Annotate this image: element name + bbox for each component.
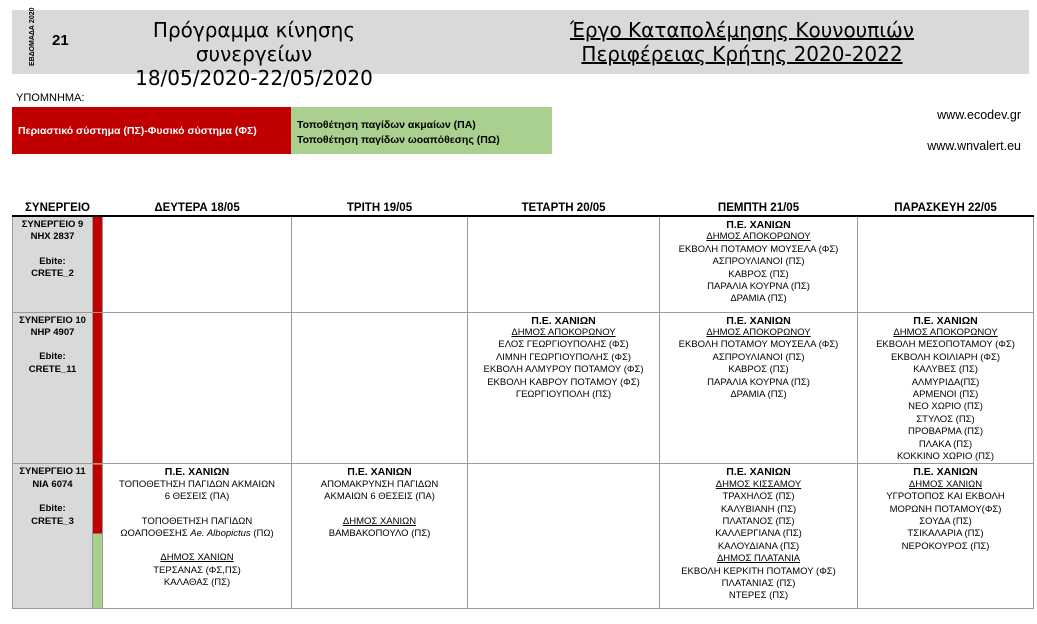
location-item: ΚΑΛΛΕΡΓΙΑΝΑ (ΠΣ) bbox=[715, 528, 802, 540]
spacer bbox=[103, 504, 291, 516]
team-cell bbox=[13, 464, 93, 609]
cell-empty bbox=[468, 464, 660, 609]
location-item: ΣΤΥΛΟΣ (ΠΣ) bbox=[916, 413, 975, 425]
col-header-tuesday: ΤΡΙΤΗ 19/05 bbox=[292, 200, 468, 216]
task-text-part: ΩΟΑΠΟΘΕΣΗΣ bbox=[120, 528, 191, 539]
location-item: ΥΓΡΟΤΟΠΟΣ ΚΑΙ ΕΚΒΟΛΗ bbox=[886, 491, 1005, 503]
program-title bbox=[94, 18, 414, 90]
task-text bbox=[103, 528, 291, 540]
task-text: ΤΟΠΟΘΕΤΗΣΗ ΠΑΓΙΔΩΝ ΑΚΜΑΙΩΝ bbox=[118, 478, 276, 490]
spacer bbox=[292, 504, 467, 516]
task-text: ΑΠΟΜΑΚΡΥΝΣΗ ΠΑΓΙΔΩΝ bbox=[320, 478, 439, 490]
team-ebite-id: CRETE_2 bbox=[31, 268, 74, 280]
team-cell bbox=[13, 216, 93, 312]
table-row bbox=[13, 216, 1034, 312]
team-ebite-label: Ebite: bbox=[39, 351, 66, 363]
location-item: ΑΡΜΕΝΟΙ (ΠΣ) bbox=[912, 388, 979, 400]
location-item: ΕΚΒΟΛΗ ΠΟΤΑΜΟΥ ΜΟΥΣΕΛΑ (ΦΣ) bbox=[678, 243, 839, 255]
legend-red-box: Περιαστικό σύστημα (ΠΣ)-Φυσικό σύστημα (ΦΣ) bbox=[12, 107, 291, 154]
cell-tuesday bbox=[292, 464, 468, 609]
team-ebite-label: Ebite: bbox=[39, 255, 66, 267]
location-item: ΕΚΒΟΛΗ ΜΕΣΟΠΟΤΑΜΟΥ (ΦΣ) bbox=[876, 339, 1015, 351]
legend-green-line1: Τοποθέτηση παγίδων ακμαίων (ΠΑ) bbox=[297, 119, 476, 131]
team-name: ΣΥΝΕΡΓΕΙΟ 11 bbox=[19, 466, 86, 478]
task-text: ΤΟΠΟΘΕΤΗΣΗ ΠΑΓΙΔΩΝ bbox=[141, 515, 253, 527]
header-row bbox=[13, 200, 1034, 216]
system-color-bar bbox=[93, 216, 103, 312]
task-text-part: (ΠΩ) bbox=[250, 528, 274, 539]
program-title-line2: 18/05/2020-22/05/2020 bbox=[135, 66, 373, 90]
legend-green-box bbox=[291, 107, 552, 154]
location-item: ΚΑΛΟΥΔΙΑΝΑ (ΠΣ) bbox=[717, 540, 800, 552]
header-band bbox=[12, 7, 1029, 90]
municipality: ΔΗΜΟΣ ΑΠΟΚΟΡΩΝΟΥ bbox=[706, 231, 811, 243]
regional-unit: Π.Ε. ΧΑΝΙΩΝ bbox=[726, 219, 791, 231]
cell-empty bbox=[468, 216, 660, 312]
location-item: ΤΣΙΚΑΛΑΡΙΑ (ΠΣ) bbox=[907, 528, 984, 540]
municipality: ΔΗΜΟΣ ΧΑΝΙΩΝ bbox=[160, 552, 234, 564]
team-name: ΣΥΝΕΡΓΕΙΟ 9 bbox=[21, 219, 84, 230]
municipality: ΔΗΜΟΣ ΧΑΝΙΩΝ bbox=[342, 515, 417, 527]
cell-wednesday bbox=[468, 312, 660, 464]
table-row bbox=[13, 312, 1034, 464]
regional-unit: Π.Ε. ΧΑΝΙΩΝ bbox=[726, 314, 791, 327]
team-plate: ΝΙΑ 6074 bbox=[32, 478, 73, 490]
legend-title: ΥΠΟΜΝΗΜΑ: bbox=[16, 92, 85, 104]
location-item: ΑΣΠΡΟΥΛΙΑΝΟΙ (ΠΣ) bbox=[712, 351, 805, 363]
municipality: ΔΗΜΟΣ ΑΠΟΚΟΡΩΝΟΥ bbox=[511, 326, 616, 338]
location-item: ΝΕΟ ΧΩΡΙΟ (ΠΣ) bbox=[908, 401, 983, 413]
location-item: ΔΡΑΜΙΑ (ΠΣ) bbox=[730, 388, 787, 400]
regional-unit: Π.Ε. ΧΑΝΙΩΝ bbox=[531, 314, 596, 327]
location-item: ΕΚΒΟΛΗ ΚΑΒΡΟΥ ΠΟΤΑΜΟΥ (ΦΣ) bbox=[487, 376, 640, 388]
location-item: ΠΡΟΒΑΡΜΑ (ΠΣ) bbox=[908, 426, 984, 438]
team-plate: ΝΗΧ 2837 bbox=[30, 231, 75, 243]
location-item: ΠΑΡΑΛΙΑ ΚΟΥΡΝΑ (ΠΣ) bbox=[707, 281, 810, 293]
col-header-monday: ΔΕΥΤΕΡΑ 18/05 bbox=[103, 200, 292, 216]
location-item: ΕΚΒΟΛΗ ΚΟΙΛΙΑΡΗ (ΦΣ) bbox=[890, 351, 1001, 363]
location-item: ΛΙΜΝΗ ΓΕΩΡΓΙΟΥΠΟΛΗΣ (ΦΣ) bbox=[495, 351, 632, 363]
team-cell bbox=[13, 312, 93, 464]
cell-empty bbox=[292, 216, 468, 312]
spacer bbox=[13, 244, 92, 256]
municipality: ΔΗΜΟΣ ΠΛΑΤΑΝΙΑ bbox=[716, 553, 801, 565]
location-item: ΚΑΛΥΒΙΑΝΗ (ΠΣ) bbox=[720, 503, 797, 515]
location-item: ΣΟΥΔΑ (ΠΣ) bbox=[919, 516, 972, 527]
location-item: ΑΛΜΥΡΙΔΑ(ΠΣ) bbox=[911, 376, 980, 388]
location-item: ΤΕΡΣΑΝΑΣ (ΦΣ,ΠΣ) bbox=[153, 564, 241, 576]
location-item: ΚΑΛΑΘΑΣ (ΠΣ) bbox=[163, 577, 231, 589]
location-item: ΚΑΒΡΟΣ (ΠΣ) bbox=[728, 268, 789, 280]
task-text: ΑΚΜΑΙΩΝ 6 ΘΕΣΕΙΣ (ΠΑ) bbox=[324, 491, 435, 503]
location-item: ΕΛΟΣ ΓΕΩΡΓΙΟΥΠΟΛΗΣ (ΦΣ) bbox=[498, 339, 629, 351]
spacer bbox=[13, 339, 92, 351]
project-title-line1: Έργο Καταπολέμησης Κουνουπιών bbox=[570, 18, 914, 42]
regional-unit: Π.Ε. ΧΑΝΙΩΝ bbox=[913, 466, 978, 479]
ecodev-link[interactable]: www.ecodev.gr bbox=[937, 108, 1021, 122]
location-item: ΚΑΒΡΟΣ (ΠΣ) bbox=[728, 364, 789, 376]
location-item: ΠΛΑΤΑΝΙΑΣ (ΠΣ) bbox=[721, 578, 796, 590]
legend-green-line2: Τοποθέτηση παγίδων ωοαπόθεσης (ΠΩ) bbox=[297, 134, 500, 146]
week-vertical-label bbox=[26, 7, 48, 68]
team-name: ΣΥΝΕΡΓΕΙΟ 10 bbox=[19, 314, 86, 326]
location-item: ΠΛΑΤΑΝΟΣ (ΠΣ) bbox=[722, 516, 795, 527]
system-color-bar bbox=[93, 464, 103, 609]
col-header-friday: ΠΑΡΑΣΚΕΥΗ 22/05 bbox=[858, 200, 1034, 216]
table-row bbox=[13, 464, 1034, 609]
regional-unit: Π.Ε. ΧΑΝΙΩΝ bbox=[347, 466, 412, 479]
location-item: ΝΕΡΟΚΟΥΡΟΣ (ΠΣ) bbox=[901, 540, 990, 552]
col-header-thursday: ΠΕΜΠΤΗ 21/05 bbox=[660, 200, 858, 216]
cell-friday bbox=[858, 312, 1034, 464]
cell-friday bbox=[858, 464, 1034, 609]
location-item: ΜΟΡΩΝΗ ΠΟΤΑΜΟΥ(ΦΣ) bbox=[889, 503, 1002, 515]
cell-monday bbox=[103, 464, 292, 609]
team-ebite-id: CRETE_3 bbox=[31, 515, 74, 527]
location-item: ΑΣΠΡΟΥΛΙΑΝΟΙ (ΠΣ) bbox=[712, 256, 805, 268]
spacer bbox=[13, 491, 92, 503]
municipality: ΔΗΜΟΣ ΚΙΣΣΑΜΟΥ bbox=[715, 478, 802, 490]
municipality: ΔΗΜΟΣ ΑΠΟΚΟΡΩΝΟΥ bbox=[706, 326, 811, 338]
team-plate: ΝΗΡ 4907 bbox=[30, 326, 75, 338]
schedule-table bbox=[12, 200, 1034, 609]
municipality: ΔΗΜΟΣ ΑΠΟΚΟΡΩΝΟΥ bbox=[893, 326, 998, 338]
regional-unit: Π.Ε. ΧΑΝΙΩΝ bbox=[913, 314, 978, 327]
col-header-team: ΣΥΝΕΡΓΕΙΟ bbox=[13, 200, 103, 216]
regional-unit: Π.Ε. ΧΑΝΙΩΝ bbox=[164, 466, 230, 479]
species-name: Ae. Albopictus bbox=[190, 528, 251, 539]
location-item: ΤΡΑΧΗΛΟΣ (ΠΣ) bbox=[722, 491, 795, 503]
cell-empty bbox=[103, 216, 292, 312]
location-item: ΒΑΜΒΑΚΟΠΟΥΛΟ (ΠΣ) bbox=[328, 528, 431, 539]
team-ebite-id: CRETE_11 bbox=[28, 363, 77, 375]
cell-thursday bbox=[660, 216, 858, 312]
location-item: ΝΤΕΡΕΣ (ΠΣ) bbox=[728, 590, 789, 602]
week-number: 21 bbox=[52, 32, 69, 49]
system-color-bar bbox=[93, 312, 103, 464]
location-item: ΠΑΡΑΛΙΑ ΚΟΥΡΝΑ (ΠΣ) bbox=[707, 376, 810, 388]
regional-unit: Π.Ε. ΧΑΝΙΩΝ bbox=[726, 466, 791, 479]
location-item: ΕΚΒΟΛΗ ΚΕΡΚΙΤΗ ΠΟΤΑΜΟΥ (ΦΣ) bbox=[681, 565, 836, 577]
cell-empty bbox=[103, 312, 292, 464]
location-item: ΠΛΑΚΑ (ΠΣ) bbox=[918, 438, 973, 450]
spacer bbox=[103, 540, 291, 552]
cell-thursday bbox=[660, 312, 858, 464]
team-ebite-label: Ebite: bbox=[39, 503, 66, 515]
municipality: ΔΗΜΟΣ ΧΑΝΙΩΝ bbox=[908, 478, 983, 490]
program-title-line1: Πρόγραμμα κίνησης συνεργείων bbox=[152, 18, 356, 66]
task-text: 6 ΘΕΣΕΙΣ (ΠΑ) bbox=[164, 491, 230, 503]
location-item: ΚΑΛΥΒΕΣ (ΠΣ) bbox=[913, 364, 978, 376]
week-vertical-text: ΕΒΔΟΜΑΔΑ 2020 bbox=[29, 7, 36, 66]
project-title-line2: Περιφέρειας Κρήτης 2020-2022 bbox=[581, 42, 903, 66]
cell-empty bbox=[858, 216, 1034, 312]
location-item: ΓΕΩΡΓΙΟΥΠΟΛΗ (ΠΣ) bbox=[515, 388, 612, 400]
project-title bbox=[532, 18, 952, 66]
location-item: ΕΚΒΟΛΗ ΠΟΤΑΜΟΥ ΜΟΥΣΕΛΑ (ΦΣ) bbox=[678, 339, 839, 351]
location-item: ΚΟΚΚΙΝΟ ΧΩΡΙΟ (ΠΣ) bbox=[896, 450, 995, 462]
location-item: ΕΚΒΟΛΗ ΑΛΜΥΡΟΥ ΠΟΤΑΜΟΥ (ΦΣ) bbox=[483, 364, 644, 376]
cell-empty bbox=[292, 312, 468, 464]
cell-thursday bbox=[660, 464, 858, 609]
col-header-wednesday: ΤΕΤΑΡΤΗ 20/05 bbox=[468, 200, 660, 216]
wnvalert-link[interactable]: www.wnvalert.eu bbox=[927, 139, 1021, 153]
location-item: ΔΡΑΜΙΑ (ΠΣ) bbox=[730, 293, 787, 305]
